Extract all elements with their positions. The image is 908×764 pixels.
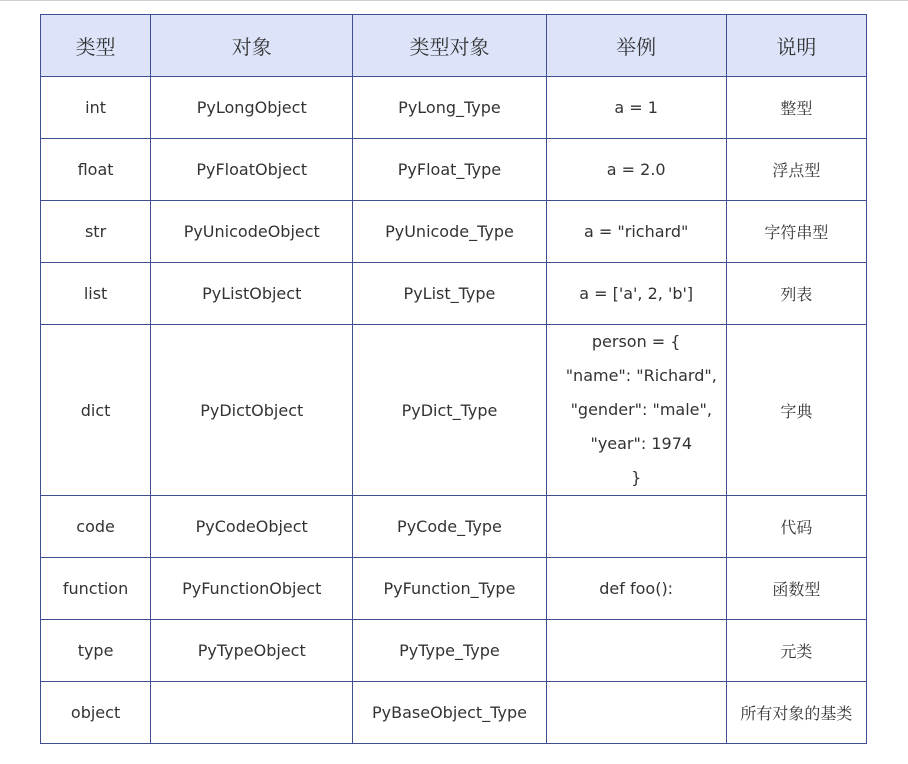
- cell-description: 代码: [726, 496, 866, 558]
- cell-type: object: [41, 682, 151, 744]
- cell-type-object: PyType_Type: [353, 620, 546, 682]
- cell-type: code: [41, 496, 151, 558]
- cell-type: type: [41, 620, 151, 682]
- header-row: [41, 15, 867, 77]
- cell-object: PyLongObject: [151, 77, 353, 139]
- cell-type-object: PyFloat_Type: [353, 139, 546, 201]
- table-row: [41, 620, 867, 682]
- cell-example: def foo():: [546, 558, 726, 620]
- cell-description: 函数型: [726, 558, 866, 620]
- cell-type-object: PyFunction_Type: [353, 558, 546, 620]
- cell-example: [546, 620, 726, 682]
- code-line: "gender": "male",: [560, 400, 712, 419]
- code-line: person = {: [591, 332, 681, 351]
- python-types-table: [40, 14, 867, 744]
- cell-type-object: PyUnicode_Type: [353, 201, 546, 263]
- cell-object: PyFloatObject: [151, 139, 353, 201]
- cell-example: [546, 496, 726, 558]
- cell-example: a = 1: [546, 77, 726, 139]
- header-description: 说明: [726, 15, 866, 77]
- cell-description: 字典: [726, 325, 866, 496]
- header-type: 类型: [41, 15, 151, 77]
- table-row: [41, 263, 867, 325]
- cell-type-object: PyLong_Type: [353, 77, 546, 139]
- table-row: [41, 682, 867, 744]
- cell-object: [151, 682, 353, 744]
- cell-description: 所有对象的基类: [726, 682, 866, 744]
- cell-type: int: [41, 77, 151, 139]
- cell-object: PyTypeObject: [151, 620, 353, 682]
- cell-object: PyDictObject: [151, 325, 353, 496]
- cell-description: 字符串型: [726, 201, 866, 263]
- header-object: 对象: [151, 15, 353, 77]
- table-row: [41, 139, 867, 201]
- cell-type: list: [41, 263, 151, 325]
- cell-example: a = "richard": [546, 201, 726, 263]
- cell-description: 浮点型: [726, 139, 866, 201]
- cell-example: [546, 682, 726, 744]
- cell-description: 整型: [726, 77, 866, 139]
- cell-object: PyUnicodeObject: [151, 201, 353, 263]
- code-line: "year": 1974: [580, 434, 693, 453]
- cell-description: 元类: [726, 620, 866, 682]
- cell-type-object: PyCode_Type: [353, 496, 546, 558]
- top-divider: [0, 0, 908, 1]
- table-row: [41, 201, 867, 263]
- cell-type-object: PyDict_Type: [353, 325, 546, 496]
- cell-type: function: [41, 558, 151, 620]
- cell-type: str: [41, 201, 151, 263]
- cell-example: a = ['a', 2, 'b']: [546, 263, 726, 325]
- cell-type: float: [41, 139, 151, 201]
- table-row: [41, 77, 867, 139]
- cell-example: a = 2.0: [546, 139, 726, 201]
- code-line: }: [631, 468, 642, 487]
- cell-type-object: PyBaseObject_Type: [353, 682, 546, 744]
- cell-description: 列表: [726, 263, 866, 325]
- table-row: [41, 558, 867, 620]
- table-row: [41, 496, 867, 558]
- table-row: [41, 325, 867, 496]
- header-example: 举例: [546, 15, 726, 77]
- cell-object: PyCodeObject: [151, 496, 353, 558]
- cell-object: PyFunctionObject: [151, 558, 353, 620]
- cell-example-code: [546, 325, 726, 496]
- cell-object: PyListObject: [151, 263, 353, 325]
- header-type-object: 类型对象: [353, 15, 546, 77]
- cell-type-object: PyList_Type: [353, 263, 546, 325]
- code-line: "name": "Richard",: [555, 366, 717, 385]
- cell-type: dict: [41, 325, 151, 496]
